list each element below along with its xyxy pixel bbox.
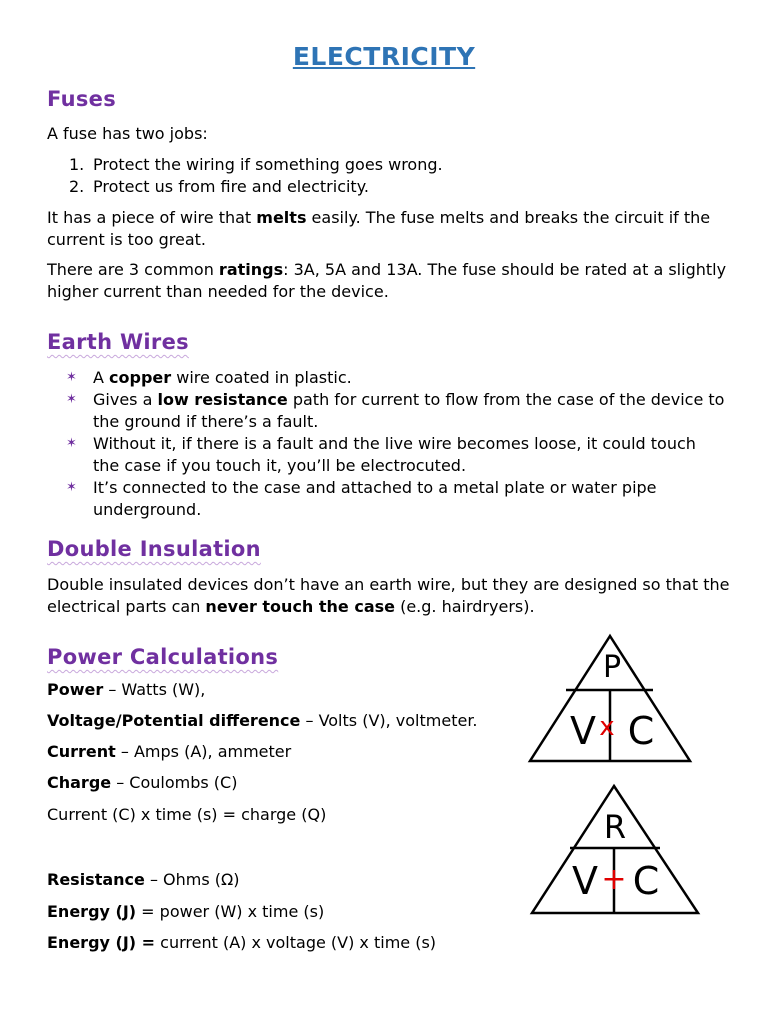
fuses-heading-text: Fuses xyxy=(47,87,116,111)
triangle-top-letter: P xyxy=(602,650,622,685)
power-formula-triangle xyxy=(526,632,694,766)
list-text: Protect us from fire and electricity. xyxy=(93,177,369,196)
list-item xyxy=(66,477,726,521)
power-calculations-heading xyxy=(47,645,278,669)
text: current (A) x voltage (V) x time (s) xyxy=(155,933,437,952)
bold-text: low resistance xyxy=(157,390,288,409)
text: – Coulombs (C) xyxy=(111,773,238,792)
triangle-right-letter: C xyxy=(627,709,655,753)
star-bullet-icon: ✶ xyxy=(66,392,77,407)
star-bullet-icon: ✶ xyxy=(66,436,77,451)
page-title: ELECTRICITY xyxy=(292,42,476,71)
power-triangle-drawing xyxy=(526,632,694,766)
resistance-triangle-drawing xyxy=(528,782,704,918)
earth-heading-text: Earth Wires xyxy=(47,330,189,354)
triangle-top-letter: R xyxy=(603,808,627,846)
double-insulation-heading xyxy=(47,537,261,561)
double-insulation-paragraph xyxy=(47,574,737,618)
fuses-jobs-list xyxy=(47,154,737,198)
bold-text: Energy (J) = xyxy=(47,933,156,952)
triangle-right-letter: C xyxy=(632,859,660,903)
fuses-melts-paragraph xyxy=(47,207,737,251)
list-item xyxy=(66,433,726,477)
text: path for current to flow from the case of the device to the ground if there’s a fault. xyxy=(93,390,725,431)
bold-text: Current xyxy=(47,742,116,761)
text: Current (C) x time (s) = charge (Q) xyxy=(47,805,327,824)
text: wire coated in plastic. xyxy=(171,368,352,387)
list-item xyxy=(66,389,726,433)
bold-text: Resistance xyxy=(47,870,145,889)
text: – Amps (A), ammeter xyxy=(115,742,292,761)
text: – Ohms (Ω) xyxy=(144,870,240,889)
earth-wires-heading xyxy=(47,330,189,354)
text: – Volts (V), voltmeter. xyxy=(300,711,478,730)
list-number: 1. xyxy=(69,155,85,174)
triangle-left-letter: V xyxy=(570,709,596,753)
text: : 3A, 5A and 13A. The fuse should be rated at a slightly higher current than needed for the device. xyxy=(47,260,727,301)
text: Without it, if there is a fault and the live wire becomes loose, it could touch the case if you touch it, you’ll be electrocuted. xyxy=(93,434,696,475)
list-number: 2. xyxy=(69,177,85,196)
list-text: Protect the wiring if something goes wrong. xyxy=(93,155,443,174)
list-item xyxy=(47,176,737,198)
star-bullet-icon: ✶ xyxy=(66,370,77,385)
plus-mark: + xyxy=(601,862,627,897)
text: It’s connected to the case and attached to a metal plate or water pipe underground. xyxy=(93,478,657,519)
bold-text: Voltage/Potential difference xyxy=(47,711,301,730)
list-item xyxy=(66,367,726,389)
energy-current-line xyxy=(47,932,737,954)
bold-text: copper xyxy=(109,368,172,387)
text: There are 3 common xyxy=(47,260,219,279)
resistance-formula-triangle xyxy=(528,782,704,918)
fuses-ratings-paragraph xyxy=(47,259,737,303)
bold-text: ratings xyxy=(218,260,284,279)
bold-text: Charge xyxy=(47,773,112,792)
power-heading-text: Power Calculations xyxy=(47,645,279,669)
text: It has a piece of wire that xyxy=(47,208,257,227)
double-heading-text: Double Insulation xyxy=(47,537,261,561)
bold-text: Power xyxy=(47,680,104,699)
bold-text: Energy (J) xyxy=(47,902,137,921)
text: Gives a xyxy=(93,390,158,409)
bold-text: never touch the case xyxy=(205,597,395,616)
list-item xyxy=(47,154,737,176)
multiply-mark: x xyxy=(599,712,615,742)
fuses-intro: A fuse has two jobs: xyxy=(47,124,208,143)
fuses-heading xyxy=(47,87,116,111)
text: A xyxy=(93,368,110,387)
text: = power (W) x time (s) xyxy=(136,902,325,921)
earth-wires-list xyxy=(66,367,726,521)
text: Double insulated devices don’t have an earth wire, but they are designed so that the electrical parts can xyxy=(47,575,730,616)
bold-text: melts xyxy=(256,208,307,227)
triangle-left-letter: V xyxy=(572,859,598,903)
star-bullet-icon: ✶ xyxy=(66,480,77,495)
text: easily. The fuse melts and breaks the circuit if the current is too great. xyxy=(47,208,711,249)
text: (e.g. hairdryers). xyxy=(395,597,535,616)
text: – Watts (W), xyxy=(103,680,206,699)
